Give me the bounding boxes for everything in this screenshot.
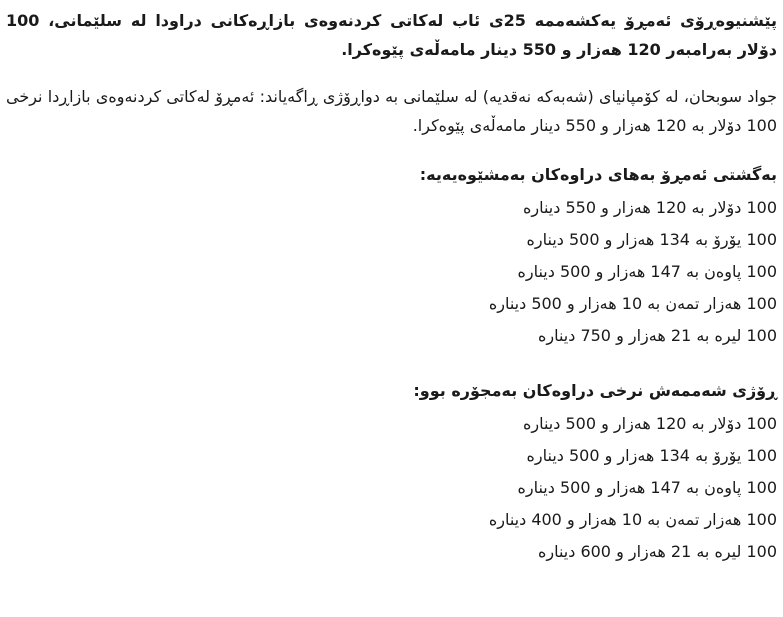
- saturday-rate-gbp: 100 پاوەن بە 147 هەزار و 500 دینارە: [517, 478, 777, 497]
- saturday-rates-heading: ڕۆژی شەممەش نرخی دراوەکان بەمجۆرە بوو:: [413, 381, 777, 400]
- body-paragraph: جواد سوبحان، لە کۆمپانیای (شەبەکە نەقدیە) لە سلێمانی بە دواڕۆژی ڕاگەیاند: ئەمڕۆ لەکاتی کردنەوەی بازاڕدا نرخی 100 دۆلار بە 120 هەزار و 550 دینار مامەڵەی پێوەکرا.: [6, 87, 777, 135]
- saturday-rate-usd: 100 دۆلار بە 120 هەزار و 500 دینارە: [522, 414, 777, 433]
- saturday-rates-list: [6, 408, 777, 568]
- today-rate-gbp: 100 پاوەن بە 147 هەزار و 500 دینارە: [517, 262, 777, 281]
- today-rates-section: [6, 160, 777, 352]
- saturday-rates-section: [6, 376, 777, 568]
- lead-paragraph: پێشنیوەڕۆی ئەمڕۆ یەکشەممە 25ی ئاب لەکاتی کردنەوەی بازاڕەکانی دراودا لە سلێمانی، 100 دۆلار بەرامبەر 120 هەزار و 550 دینار مامەڵەی پێوەکرا.: [6, 11, 778, 59]
- saturday-rate-irr: 100 هەزار تمەن بە 10 هەزار و 400 دینارە: [488, 510, 777, 529]
- today-rate-eur: 100 یۆرۆ بە 134 هەزار و 500 دینارە: [526, 230, 777, 249]
- saturday-rate-eur: 100 یۆرۆ بە 134 هەزار و 500 دینارە: [526, 446, 777, 465]
- today-rates-list: [6, 192, 777, 352]
- today-rate-try: 100 لیرە بە 21 هەزار و 750 دینارە: [537, 326, 777, 345]
- today-rate-irr: 100 هەزار تمەن بە 10 هەزار و 500 دینارە: [488, 294, 777, 313]
- today-rates-heading: بەگشتی ئەمڕۆ بەهای دراوەکان بەمشێوەیەیە:: [419, 165, 777, 184]
- saturday-rate-try: 100 لیرە بە 21 هەزار و 600 دینارە: [537, 542, 777, 561]
- today-rate-usd: 100 دۆلار بە 120 هەزار و 550 دینارە: [522, 198, 777, 217]
